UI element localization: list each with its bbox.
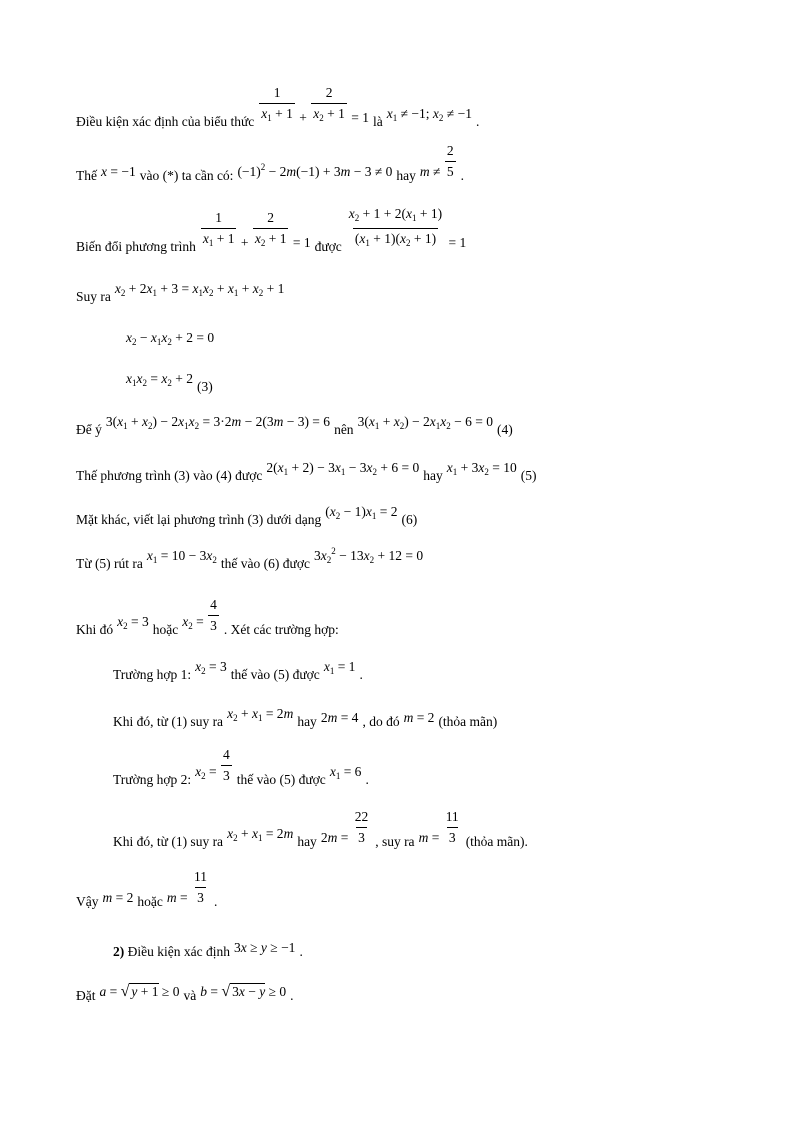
formula: 2m = 4 <box>320 710 359 725</box>
formula: $3(x_1 + x_2) - 2x_1x_2 - 6 = 0$ <box>357 414 494 431</box>
formula: $x_1x_2 = x_2 + 2$ <box>126 371 193 388</box>
formula: $x_2 + x_1 = 2m$ <box>227 706 294 723</box>
text: hay <box>297 714 317 729</box>
formula: b = √ 3x − y ≥ 0 <box>200 983 287 1000</box>
text: vào (*) ta cần có: <box>139 168 234 183</box>
text: , suy ra <box>375 834 415 849</box>
text: Để ý <box>76 422 102 437</box>
formula: $2(x_1 + 2) - 3x_1 - 3x_2 + 6 = 0$ <box>266 460 420 477</box>
line-case-2-result <box>113 790 528 850</box>
text: và <box>183 988 197 1003</box>
text: Khi đó, từ (1) suy ra <box>113 714 224 729</box>
text: Vậy <box>76 894 99 909</box>
formula: $(x_2 - 1)x_1 = 2$ <box>325 504 398 521</box>
formula: $x_1 = 1$ <box>323 659 356 676</box>
line-case-1: Trường hợp 1: $x_2 = 3$ thế vào (5) được $x_1 = 1$ . <box>113 659 363 682</box>
line-derive <box>76 512 427 572</box>
formula: $3x_2^2 - 13x_2 + 12 = 0$ <box>313 546 424 565</box>
formula: $x_2$ = $\frac{4}{3}$ <box>182 597 217 633</box>
line-conclusion: Vậy m = 2 hoặc m = $\frac{11}{3}$ . <box>76 869 218 909</box>
text: hay <box>396 168 416 183</box>
text: Mặt khác, viết lại phương trình (3) dưới dạng <box>76 512 322 527</box>
text: (thỏa mãn) <box>438 714 498 729</box>
label: (6) <box>401 512 418 527</box>
text: Đặt <box>76 988 96 1003</box>
text: , do đó <box>362 714 400 729</box>
text: được <box>314 239 342 254</box>
line-substitute: Thế x = −1 vào (*) ta cần có: $(-1)^2 - 2m(-1) + 3m - 3 \ne 0$ hay m ≠ $\frac{2}{5}$ . <box>76 143 464 183</box>
text: (thỏa mãn). <box>465 834 528 849</box>
label: (4) <box>497 422 513 437</box>
text: Điều kiện xác định của biểu thức <box>76 114 255 129</box>
text: Điều kiện xác định <box>127 944 230 959</box>
line-case-2: Trường hợp 2: $x_2$ = $\frac{4}{3}$ thế vào (5) được $x_1 = 6$ . <box>113 747 369 787</box>
text: thế vào (6) được <box>220 556 310 571</box>
line-substitution: Đặt a = √ y + 1 ≥ 0 và b = √ 3x − y ≥ 0 . <box>76 983 294 1003</box>
formula-condition: $x_1 \ne -1$; $x_2 \ne -1$ <box>386 106 472 123</box>
formula: $x_1 = 10 - 3x_2$ <box>146 548 217 565</box>
formula: 2m = $\frac{22}{3}$ <box>320 809 369 845</box>
text: Biến đổi phương trình <box>76 239 196 254</box>
formula: $x_2 = 3$ <box>195 659 227 676</box>
text: hay <box>423 468 443 483</box>
formula: 3x ≥ y ≥ −1 <box>233 940 296 955</box>
text: . Xét các trường hợp: <box>223 622 339 637</box>
text: nên <box>334 422 354 437</box>
formula: $\frac{x_2 + 1 + 2(x_1 + 1)}{(x_1 + 1)(x_2 + 1)}$ = 1 <box>348 206 467 250</box>
line-case-1-result <box>113 670 497 730</box>
formula-expression: $\frac{1}{x_1 + 1}$ + $\frac{2}{x_2 + 1}$ = 1 <box>261 85 370 125</box>
formula: m = $\frac{11}{3}$ <box>166 869 207 905</box>
formula: $(-1)^2 - 2m(-1) + 3m - 3 \ne 0$ <box>237 162 393 179</box>
text: Khi đó <box>76 622 114 637</box>
formula: a = √ y + 1 ≥ 0 <box>99 983 180 1000</box>
formula: $x_2 + x_1 = 2m$ <box>227 826 294 843</box>
label: (5) <box>520 468 537 483</box>
text: Thế <box>76 168 97 183</box>
formula: m = 2 <box>403 710 435 725</box>
text: là <box>373 114 383 129</box>
text: hoặc <box>152 622 179 637</box>
formula: $x_2 + 2x_1 + 3 = x_1x_2 + x_1 + x_2 + 1$ <box>114 281 285 298</box>
formula: x = −1 <box>101 164 136 179</box>
part-number: 2) <box>113 944 125 959</box>
text: Suy ra <box>76 289 111 304</box>
formula: $x_1 + 3x_2 = 10$ <box>446 460 517 477</box>
label: (3) <box>197 379 213 394</box>
text: Trường hợp 1: <box>113 667 192 682</box>
formula: $x_1 = 6$ <box>329 764 362 781</box>
formula: m = $\frac{11}{3}$ <box>418 809 459 845</box>
formula: m = 2 <box>102 890 134 905</box>
text: hay <box>297 834 317 849</box>
formula: $\frac{1}{x_1 + 1}$ + $\frac{2}{x_2 + 1}$ = 1 <box>202 210 311 250</box>
text: thế vào (5) được <box>236 772 326 787</box>
text: thế vào (5) được <box>230 667 320 682</box>
text: Trường hợp 2: <box>113 772 192 787</box>
text: Từ (5) rút ra <box>76 556 143 571</box>
formula: $x_2 = 3$ <box>117 614 149 631</box>
line-domain-condition: Điều kiện xác định của biểu thức $\frac{1}{x_1 + 1}$ + $\frac{2}{x_2 + 1}$ = 1 là $x_1 \ne -1$; $x_2 \ne -1$ . <box>76 85 480 129</box>
formula: $3(x_1 + x_2) - 2x_1x_2 = 3\cdot 2m - 2(3m - 3) = 6$ <box>105 414 331 431</box>
text: Khi đó, từ (1) suy ra <box>113 834 224 849</box>
line-part-2: 2) Điều kiện xác định 3x ≥ y ≥ −1 . <box>113 940 303 959</box>
text: hoặc <box>137 894 163 909</box>
formula: $x_2 - x_1x_2 + 2 = 0$ <box>126 330 215 347</box>
formula: $x_2$ = $\frac{4}{3}$ <box>195 747 230 783</box>
formula: m ≠ $\frac{2}{5}$ <box>419 143 454 179</box>
text: Thế phương trình (3) vào (4) được <box>76 468 263 483</box>
